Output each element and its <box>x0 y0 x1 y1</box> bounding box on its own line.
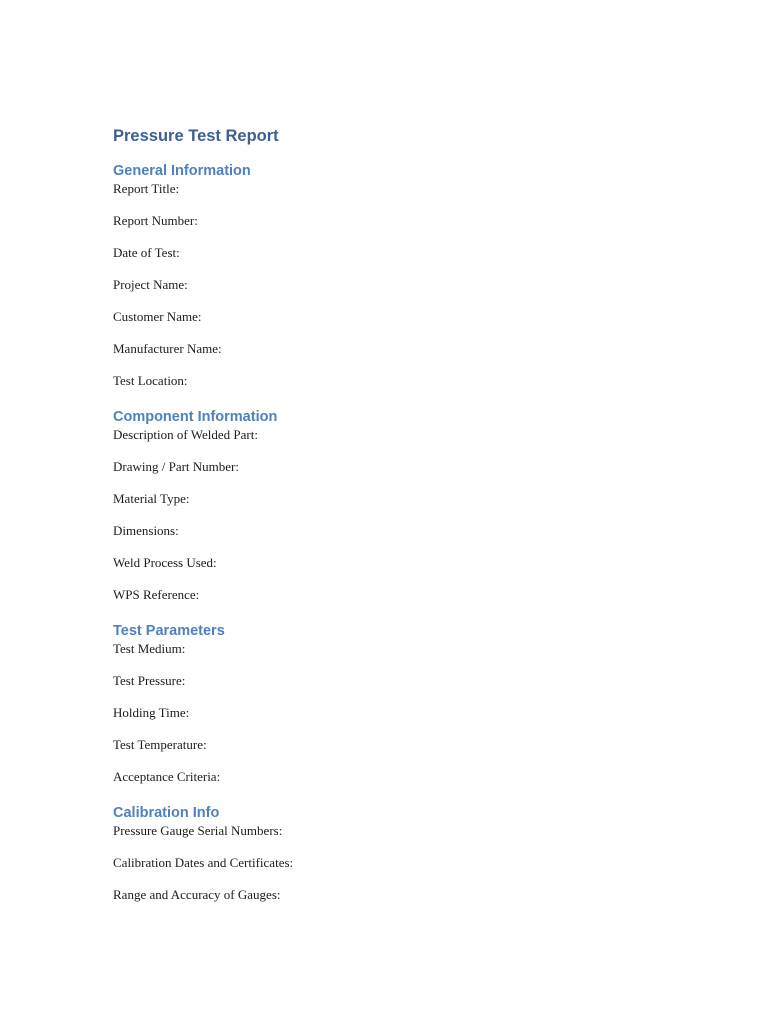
field-label-drawing-part-number: Drawing / Part Number: <box>113 459 240 474</box>
field-label-wps-reference: WPS Reference: <box>113 587 200 602</box>
field-label-customer-name: Customer Name: <box>113 309 202 324</box>
document-page <box>113 125 713 905</box>
field-label-manufacturer-name: Manufacturer Name: <box>113 341 222 356</box>
document-title: Pressure Test Report <box>113 127 279 145</box>
section-heading: Calibration Info <box>113 805 220 821</box>
section-calibration-info <box>113 803 713 905</box>
field-label-project-name: Project Name: <box>113 277 188 292</box>
field-label-test-pressure: Test Pressure: <box>113 673 186 688</box>
field-label-description-of-welded-part: Description of Welded Part: <box>113 427 258 442</box>
field-label-pressure-gauge-serial-numbers: Pressure Gauge Serial Numbers: <box>113 823 283 838</box>
section-heading: Test Parameters <box>113 623 225 639</box>
field-label-calibration-dates-and-certificates: Calibration Dates and Certificates: <box>113 855 294 870</box>
field-label-test-location: Test Location: <box>113 373 188 388</box>
field-label-test-temperature: Test Temperature: <box>113 737 207 752</box>
field-label-dimensions: Dimensions: <box>113 523 179 538</box>
field-label-acceptance-criteria: Acceptance Criteria: <box>113 769 221 784</box>
field-label-test-medium: Test Medium: <box>113 641 186 656</box>
section-general-information <box>113 161 713 391</box>
field-label-holding-time: Holding Time: <box>113 705 190 720</box>
section-heading: Component Information <box>113 409 278 425</box>
field-label-report-title: Report Title: <box>113 181 180 196</box>
section-test-parameters <box>113 621 713 787</box>
field-label-weld-process-used: Weld Process Used: <box>113 555 217 570</box>
field-label-range-and-accuracy-of-gauges: Range and Accuracy of Gauges: <box>113 887 281 902</box>
field-label-date-of-test: Date of Test: <box>113 245 180 260</box>
section-component-information <box>113 407 713 605</box>
field-label-report-number: Report Number: <box>113 213 198 228</box>
section-heading: General Information <box>113 163 251 179</box>
field-label-material-type: Material Type: <box>113 491 190 506</box>
